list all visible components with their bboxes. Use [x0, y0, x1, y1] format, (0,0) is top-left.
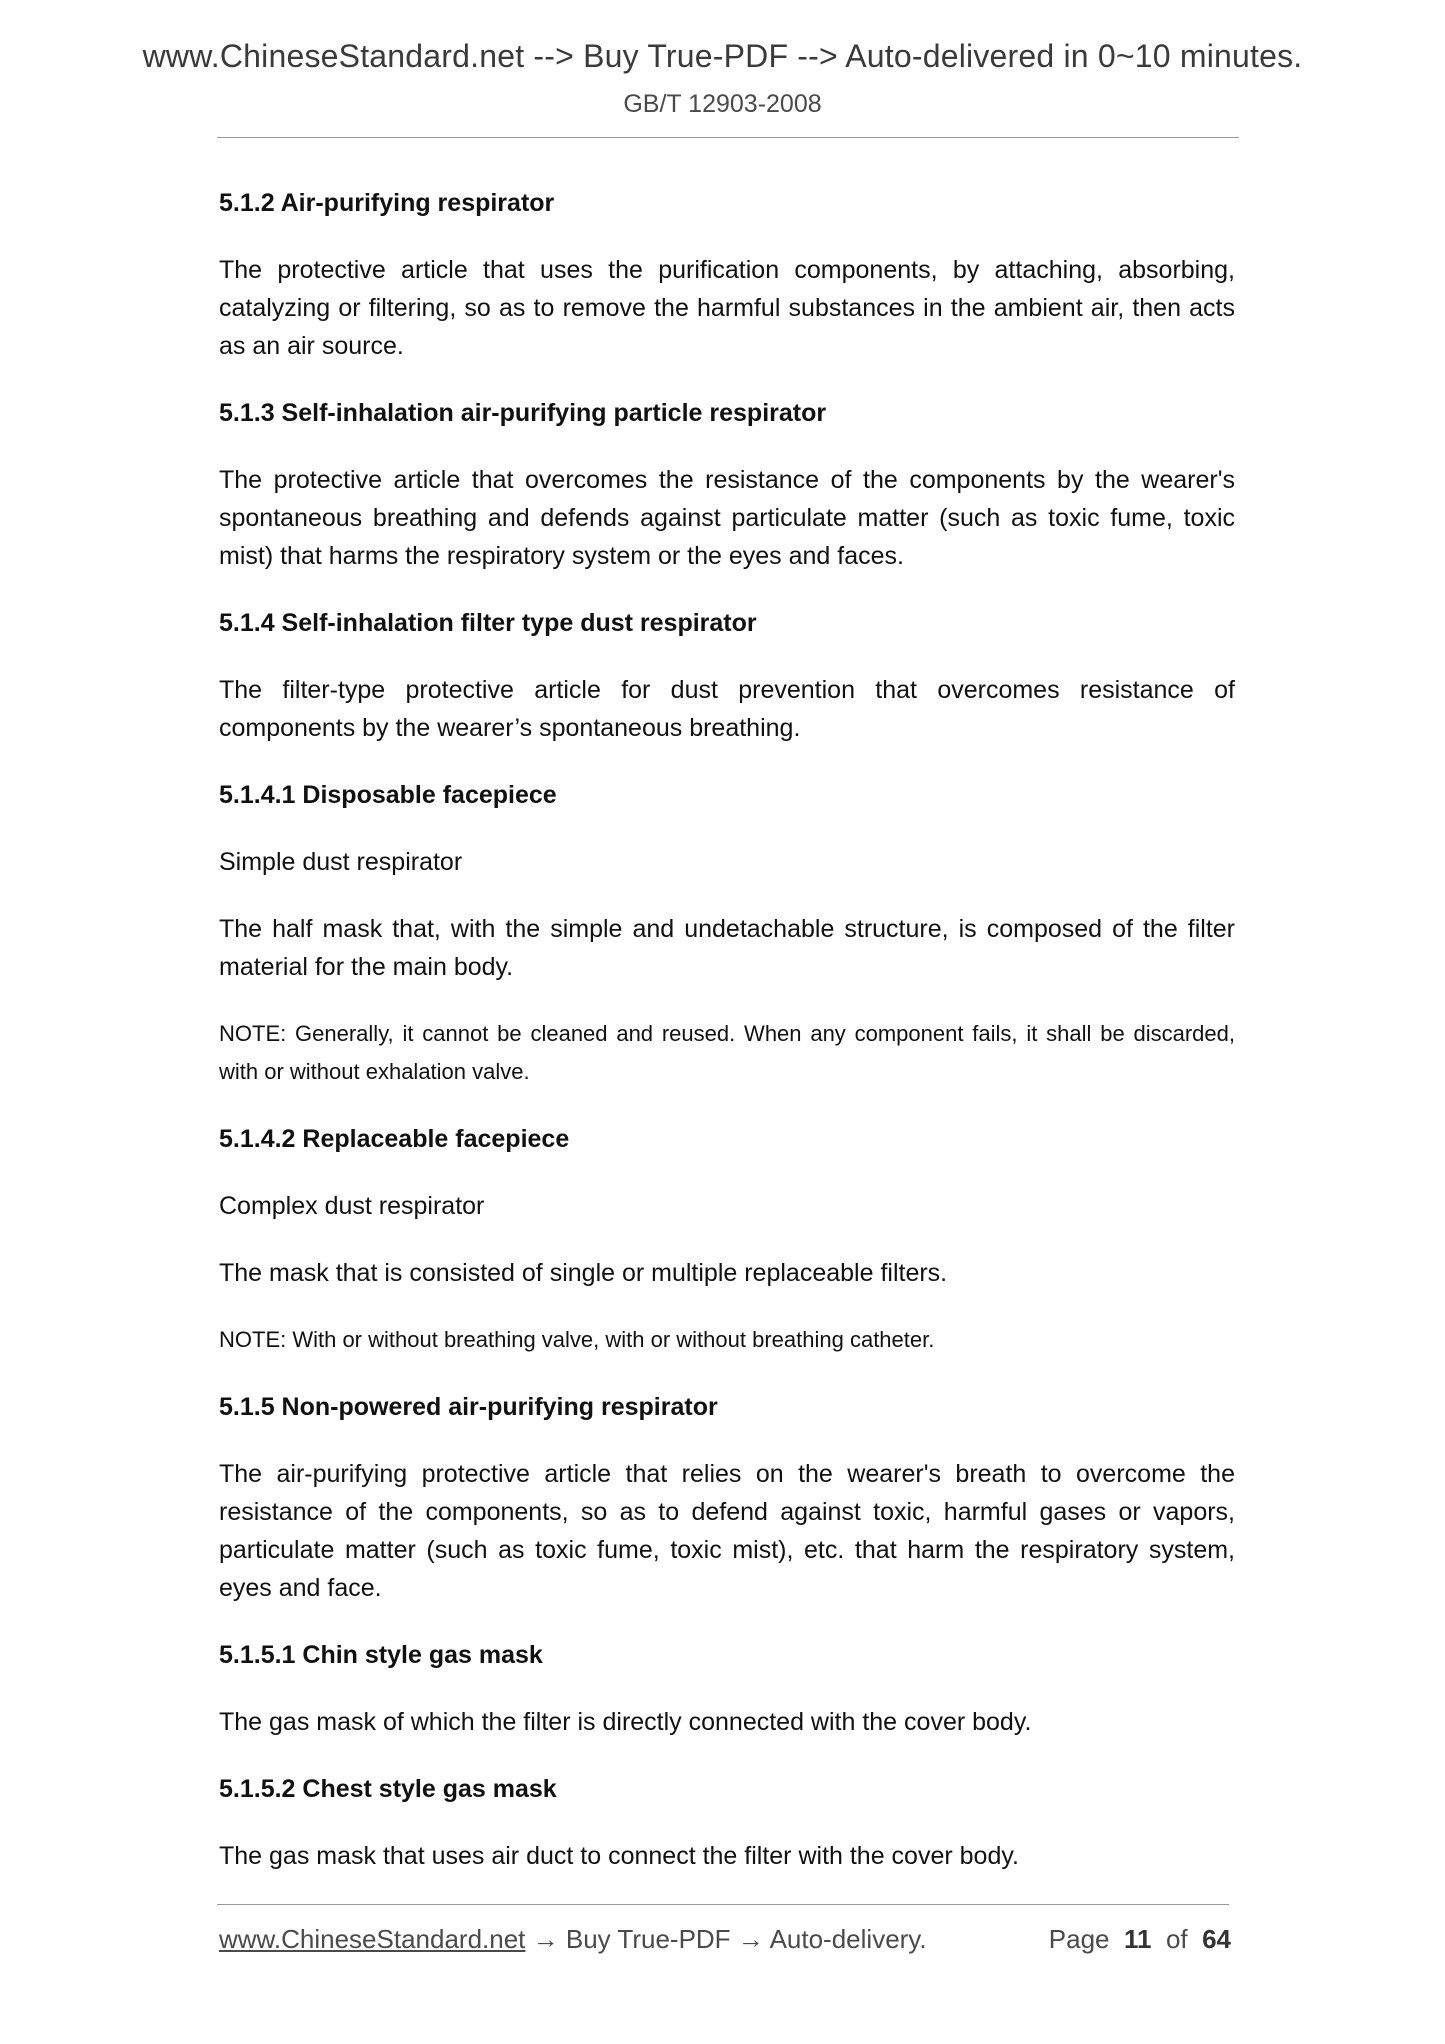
section-5-1-4-2-title: 5.1.4.2 Replaceable facepiece — [219, 1125, 570, 1153]
section-5-1-4-2-text: The mask that is consisted of single or multiple replaceable filters. — [219, 1259, 948, 1287]
of-label: of — [1165, 1924, 1188, 1954]
section-5-1-5-2-text: The gas mask that uses air duct to connect the filter with the cover body. — [219, 1842, 1019, 1870]
section-5-1-2-text: The protective article that uses the purification components, by attaching, absorbing, catalyzing or filtering, so as to remove the harmful substances in the ambient air, then acts as an air source. — [219, 256, 1235, 360]
section-5-1-5-2-title: 5.1.5.2 Chest style gas mask — [219, 1775, 557, 1803]
section-5-1-5-1-text: The gas mask of which the filter is directly connected with the cover body. — [219, 1708, 1032, 1736]
section-5-1-4-1-alt-name: Simple dust respirator — [219, 848, 463, 876]
section-5-1-4-1-text: The half mask that, with the simple and undetachable structure, is composed of the filter material for the main body. — [219, 915, 1235, 981]
document-body — [219, 184, 1235, 1904]
section-5-1-4-1-title: 5.1.4.1 Disposable facepiece — [219, 781, 557, 809]
footer-divider — [217, 1904, 1229, 1905]
section-5-1-3-text: The protective article that overcomes the resistance of the components by the wearer's spontaneous breathing and defends against particulate matter (such as toxic fume, toxic mist) that harms the respiratory system or the eyes and faces. — [219, 466, 1235, 570]
section-5-1-4-2-alt-name: Complex dust respirator — [219, 1192, 485, 1220]
section-5-1-4-title: 5.1.4 Self-inhalation filter type dust respirator — [219, 609, 757, 637]
section-5-1-4-2-note: NOTE: With or without breathing valve, with or without breathing catheter. — [219, 1327, 935, 1352]
section-5-1-4-1-note: NOTE: Generally, it cannot be cleaned and reused. When any component fails, it shall be discarded, with or without exhalation valve. — [219, 1021, 1235, 1084]
section-5-1-3-title: 5.1.3 Self-inhalation air-purifying particle respirator — [219, 399, 827, 427]
footer-left — [219, 1924, 927, 1955]
document-code: GB/T 12903-2008 — [623, 90, 822, 118]
page-indicator — [1049, 1924, 1231, 1955]
page-label: Page — [1048, 1924, 1110, 1954]
header-divider — [217, 137, 1239, 138]
section-5-1-5-1-title: 5.1.5.1 Chin style gas mask — [219, 1641, 543, 1669]
section-5-1-5-text: The air-purifying protective article that relies on the wearer's breath to overcome the resistance of the components, so as to defend against toxic, harmful gases or vapors, particulate matter (such as toxic fume, toxic mist), etc. that harm the respiratory system, eyes and face. — [219, 1460, 1235, 1602]
page-footer — [219, 1924, 1231, 1955]
footer-website-link[interactable]: www.ChineseStandard.net — [219, 1924, 526, 1954]
section-5-1-4-text: The filter-type protective article for dust prevention that overcomes resistance of components by the wearer’s spontaneous breathing. — [219, 676, 1235, 742]
section-5-1-5-title: 5.1.5 Non-powered air-purifying respirator — [219, 1393, 718, 1421]
current-page-number: 11 — [1123, 1924, 1152, 1954]
section-5-1-2-title: 5.1.2 Air-purifying respirator — [219, 189, 555, 217]
footer-tagline: → Buy True-PDF → Auto-delivery. — [525, 1924, 927, 1954]
top-banner: www.ChineseStandard.net --> Buy True-PDF --> Auto-delivered in 0~10 minutes. — [142, 38, 1303, 74]
total-pages-number: 64 — [1202, 1924, 1231, 1954]
